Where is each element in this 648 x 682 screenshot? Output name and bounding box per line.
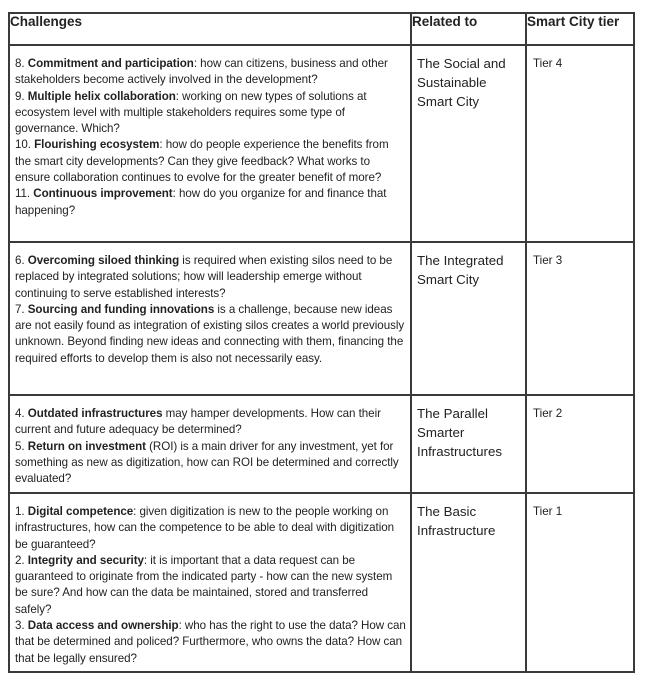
challenge-item: 1. Digital competence: given digitization is new to the people working on infrastructures, how can the competence to be able to deal with digitization be guaranteed?: [15, 505, 395, 551]
challenge-title: Flourishing ecosystem: [34, 138, 160, 152]
challenge-title: Commitment and participation: [27, 57, 194, 70]
challenges-cell: [9, 493, 411, 672]
header-challenges: Challenges: [9, 13, 411, 45]
challenge-item: 10. Flourishing ecosystem: how do people experience the benefits from the smart city developments? Can they give feedback? What works to ensure collaboration continues to evolve for the greater benefit of more?: [15, 138, 389, 185]
tier-cell: Tier 2: [526, 395, 634, 493]
challenge-title: Return on investment: [27, 439, 146, 453]
challenge-item: 8. Commitment and participation: how can citizens, business and other stakeholders become actively involved in the development?: [15, 57, 388, 87]
related-to-cell: The Basic Infrastructure: [411, 493, 526, 672]
challenge-item: 3. Data access and ownership: who has the right to use the data? How can that be determined and policed? Furthermore, who owns the data? How can that be legally ensured?: [15, 619, 406, 665]
challenges-cell: [9, 242, 411, 395]
related-to-cell: The Social and Sustainable Smart City: [411, 45, 526, 242]
tier-cell: Tier 4: [526, 45, 634, 242]
challenge-item: 4. Outdated infrastructures may hamper developments. How can their current and future adequacy be determined?: [15, 407, 381, 437]
challenge-item: 2. Integrity and security: it is important that a data request can be guaranteed to originate from the indicated party - how can the new system be sure? And how can the data be maintained, stored and transferred safely?: [15, 553, 393, 616]
challenge-title: Continuous improvement: [33, 187, 173, 201]
table-row: [9, 45, 634, 242]
challenge-item: 6. Overcoming siloed thinking is required when existing silos need to be replaced by integrated solutions; how will leadership emerge without continuing to serve established interests?: [15, 254, 393, 300]
challenge-title: Overcoming siloed thinking: [27, 254, 180, 267]
challenge-title: Outdated infrastructures: [27, 407, 163, 420]
header-row: [9, 13, 634, 45]
tier-cell: Tier 3: [526, 242, 634, 395]
challenge-title: Sourcing and funding innovations: [27, 302, 215, 316]
related-to-cell: The Integrated Smart City: [411, 242, 526, 395]
challenge-item: 11. Continuous improvement: how do you organize for and finance that happening?: [15, 187, 387, 217]
challenge-title: Multiple helix collaboration: [27, 89, 176, 103]
challenge-title: Data access and ownership: [27, 619, 179, 633]
related-to-cell: The Parallel Smarter Infrastructures: [411, 395, 526, 493]
challenges-cell: [9, 45, 411, 242]
challenge-title: Digital competence: [27, 505, 134, 518]
header-related-to: Related to: [411, 13, 526, 45]
tier-cell: Tier 1: [526, 493, 634, 672]
challenge-item: 7. Sourcing and funding innovations is a challenge, because new ideas are not easily found as integration of existing silos creates a world previously unknown. Beyond finding new ideas and connecting with them, financing the required efforts to develop them is also not necessarily easy.: [15, 302, 405, 365]
header-tier: Smart City tier: [526, 13, 634, 45]
table-row: [9, 493, 634, 672]
challenge-item: 5. Return on investment (ROI) is a main driver for any investment, yet for something as new as digitization, how can ROI be determined and correctly evaluated?: [15, 439, 399, 486]
challenges-cell: [9, 395, 411, 493]
challenges-table: [8, 12, 635, 673]
challenge-title: Integrity and security: [27, 553, 144, 567]
challenge-item: 9. Multiple helix collaboration: working on new types of solutions at ecosystem level with multiple stakeholders requires some type of governance. Which?: [15, 89, 367, 136]
table-row: [9, 395, 634, 493]
table-row: [9, 242, 634, 395]
